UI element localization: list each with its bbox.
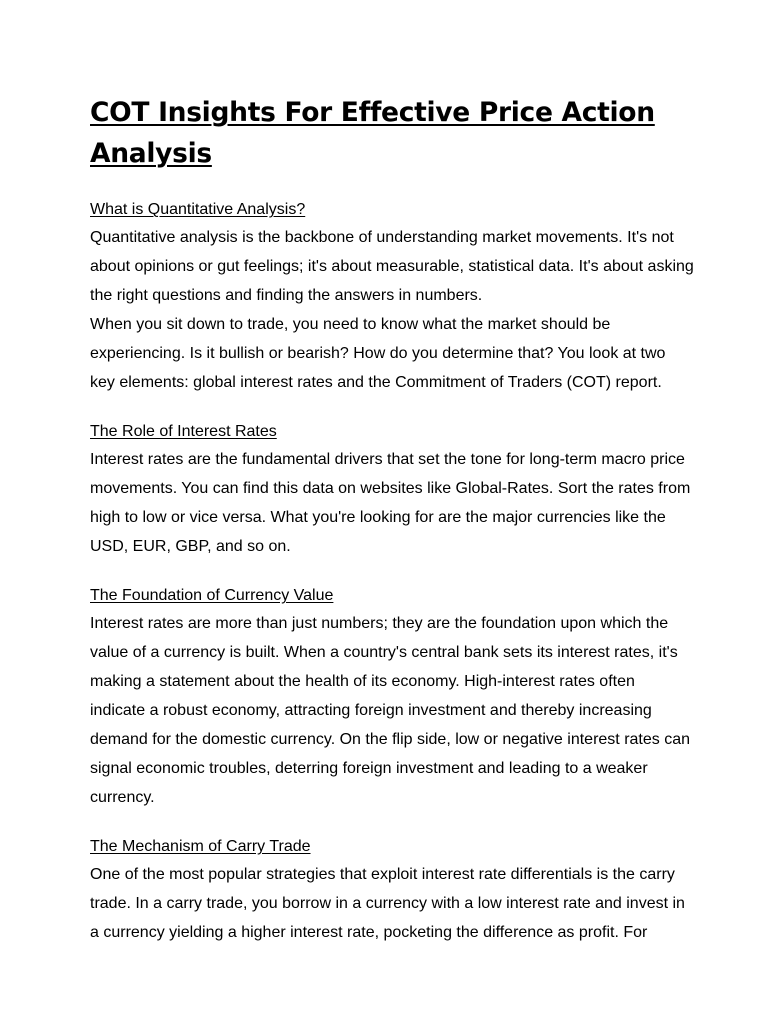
section-heading: What is Quantitative Analysis?: [90, 201, 306, 218]
section-role-of-interest-rates: [90, 422, 694, 561]
paragraph: One of the most popular strategies that exploit interest rate differentials is the carry trade. In a carry trade, you borrow in a currency with a low interest rate and invest in a currency yielding a higher interest rate, pocketing the difference as profit. For: [90, 866, 685, 941]
paragraph: Interest rates are the fundamental drivers that set the tone for long-term macro price movements. You can find this data on websites like Global-Rates. Sort the rates from high to low or vice versa. What you're looking for are the major currencies like the USD, EUR, GBP, and so on.: [90, 451, 691, 555]
section-heading: The Mechanism of Carry Trade: [90, 838, 311, 855]
paragraph: Quantitative analysis is the backbone of understanding market movements. It's not about opinions or gut feelings; it's about measurable, statistical data. It's about asking the right questions and finding the answers in numbers.: [90, 229, 694, 304]
paragraph: Interest rates are more than just numbers; they are the foundation upon which the value of a currency is built. When a country's central bank sets its interest rates, it's making a statement about the health of its economy. High-interest rates often indicate a robust economy, attracting foreign investment and thereby increasing demand for the domestic currency. On the flip side, low or negative interest rates can signal economic troubles, deterring foreign investment and leading to a weaker currency.: [90, 615, 690, 806]
section-quantitative-analysis: [90, 200, 694, 397]
section-heading: The Role of Interest Rates: [90, 423, 277, 440]
document-title: COT Insights For Effective Price Action Analysis: [90, 97, 655, 169]
section-heading: The Foundation of Currency Value: [90, 587, 334, 604]
document-page: [90, 92, 694, 972]
paragraph: When you sit down to trade, you need to know what the market should be experiencing. Is it bullish or bearish? How do you determine that? You look at two key elements: global interest rates and the Commitment of Traders (COT) report.: [90, 316, 666, 391]
section-mechanism-of-carry-trade: [90, 837, 694, 947]
section-foundation-of-currency-value: [90, 586, 694, 812]
